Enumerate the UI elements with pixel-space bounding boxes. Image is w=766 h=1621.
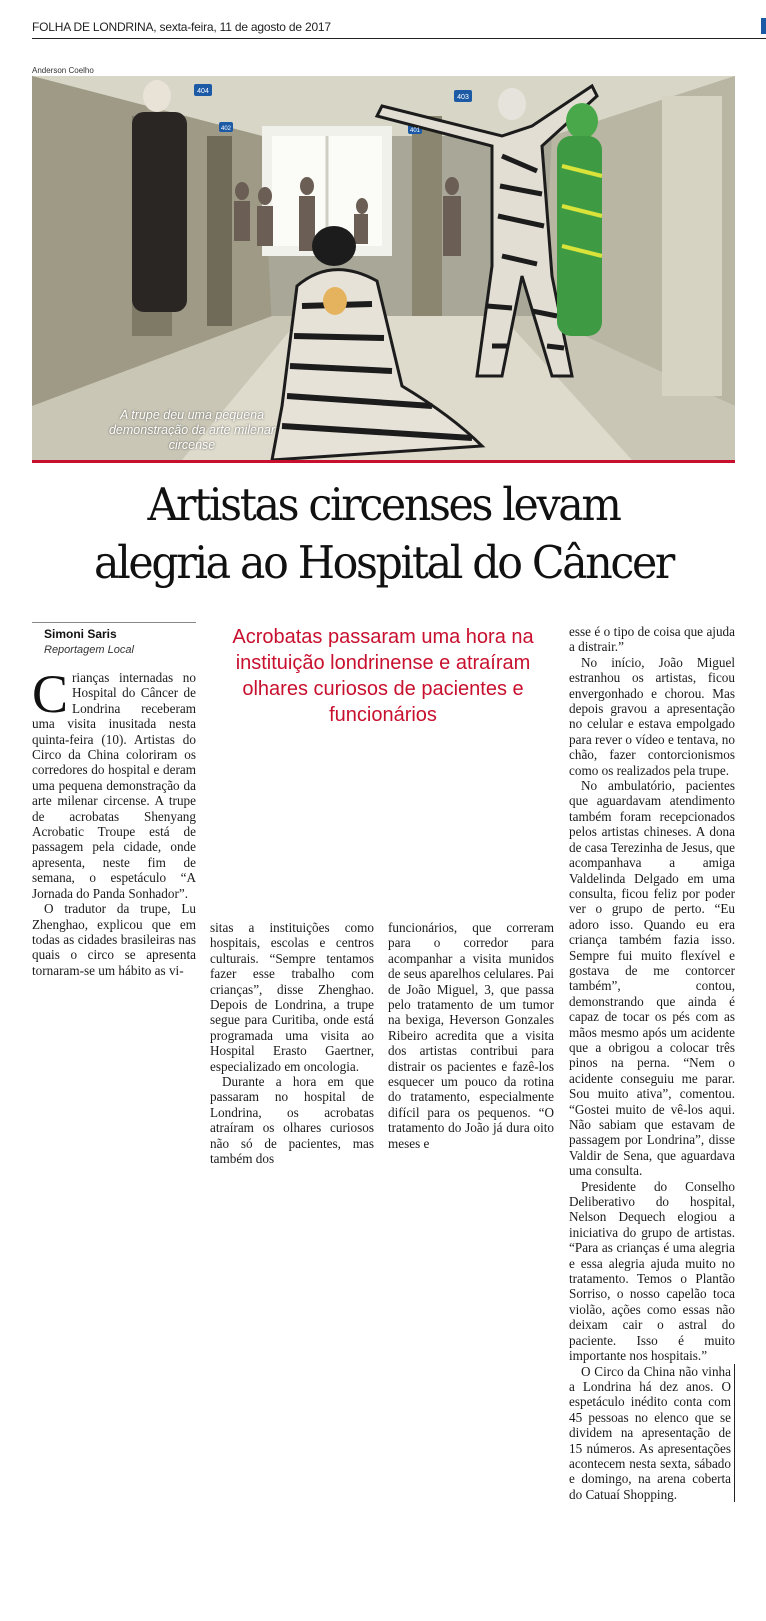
photo-caption: A trupe deu uma pequena demonstração da arte milenar circense [108, 408, 276, 452]
door-number-label: 404 [197, 88, 209, 95]
drop-cap: C [32, 664, 69, 724]
headline [50, 476, 718, 592]
paragraph: esse é o tipo de coisa que ajuda a distrair.” [569, 624, 735, 655]
author-role: Reportagem Local [44, 644, 134, 656]
page-header [32, 18, 766, 39]
column-3 [388, 920, 554, 1151]
subheadline: Acrobatas passaram uma hora na instituição londrinense e atraíram olhares curiosos de pacientes e funcionários [232, 626, 534, 726]
door-number-label: 403 [457, 94, 469, 101]
byline [32, 622, 196, 656]
section-marker [761, 18, 766, 34]
paragraph: O Circo da China não vinha a Londrina há dez anos. O espetáculo inédito conta com 45 pessoas no elenco que se dividem na apresentação de 15 números. As apresentações acontecem nesta sexta, sábado e domingo, na arena coberta do Catuaí Shopping. [569, 1364, 735, 1503]
article-photo [32, 76, 735, 460]
paragraph: Durante a hora em que passaram no hospital de Londrina, os acrobatas atraíram os olhares curiosos não só de pacientes, mas também dos [210, 1074, 374, 1167]
headline-line-1: Artistas circenses levam [147, 478, 620, 531]
paragraph: Crianças internadas no Hospital do Câncer de Londrina receberam uma visita inusitada nesta quinta-feira (10). Artistas do Circo da China coloriram os corredores do hospital e deram uma pequena demonstração da arte milenar circense. A trupe de acrobatas Shenyang Acrobatic Troupe está de passagem pela cidade, onde apresenta, neste fim de semana, o espetáculo “A Jornada do Panda Sonhador”. [32, 664, 196, 901]
paragraph: sitas a instituições como hospitais, escolas e centros culturais. “Sempre tentamos fazer esse trabalho com crianças”, disse Zhenghao. Depois de Londrina, a trupe segue para Curitiba, onde está programada uma visita ao Hospital Erasto Gaertner, especializado em oncologia. [210, 920, 374, 1074]
paragraph: Presidente do Conselho Deliberativo do hospital, Nelson Dequech elogiou a iniciativa do grupo de artistas. “Para as crianças é uma alegria e essa alegria ajuda muito no tratamento. Temos o Plantão Sorriso, o nosso capelão toca violão, ações como essas não deixam cair o astral do paciente. Isso é muito importante nos hospitais.” [569, 1178, 735, 1364]
paragraph: O tradutor da trupe, Lu Zhenghao, explicou que em todas as cidades brasileiras nas quais o circo se apresenta tornaram-se um hábito as vi- [32, 901, 196, 978]
headline-line-2: alegria ao Hospital do Câncer [94, 536, 673, 589]
paragraph: funcionários, que correram para o corredor para acompanhar a visita munidos de seus aparelhos celulares. Pai de João Miguel, 3, que passa pelo tratamento de um tumor na bexiga, Heverson Gonzales Ribeiro acredita que a visita dos artistas contribui para distrair os pacientes e fazê-los esquecer um pouco da rotina do tratamento, especialmente difícil para os pequenos. “O tratamento do João já dura oito meses e [388, 920, 554, 1151]
publication-line: FOLHA DE LONDRINA, sexta-feira, 11 de agosto de 2017 [32, 20, 331, 34]
column-2 [210, 920, 374, 1167]
hospital-corridor-illustration [32, 76, 735, 460]
column-1 [32, 664, 196, 978]
column-4 [569, 624, 735, 1502]
paragraph: No ambulatório, pacientes que aguardavam atendimento também foram recepcionados pelos artistas chineses. A dona de casa Terezinha de Jesus, que acompanhava a amiga Valdelinda Delgado em uma consulta, ficou feliz por poder ver o grupo de perto. “Eu adoro isso. Quando eu era criança também fazia isso. Sempre fui muito flexível e gostava de me contorcer também”, contou, demonstrando que ainda é capaz de tocar os pés com as mãos mesmo após um acidente que a obrigou a colocar três pinos na perna. “Nem o acidente conseguiu me parar. Sou muito ativa”, comentou. “Gostei muito de vê-los aqui. Não sabiam que estavam de passagem por Londrina”, disse Valdir de Sena, que aguardava uma consulta. [569, 778, 735, 1179]
red-divider [32, 460, 735, 463]
door-number-label: 402 [220, 126, 232, 132]
door-number-label: 401 [409, 128, 421, 134]
author-name: Simoni Saris [44, 627, 117, 641]
photo-credit: Anderson Coelho [32, 66, 94, 75]
paragraph: No início, João Miguel estranhou os artistas, ficou envergonhado e chorou. Mas depois gravou a apresentação no celular e estava empolgado para rever o vídeo e tentava, no chão, fazer contorcionismos como os realizados pela trupe. [569, 654, 735, 778]
